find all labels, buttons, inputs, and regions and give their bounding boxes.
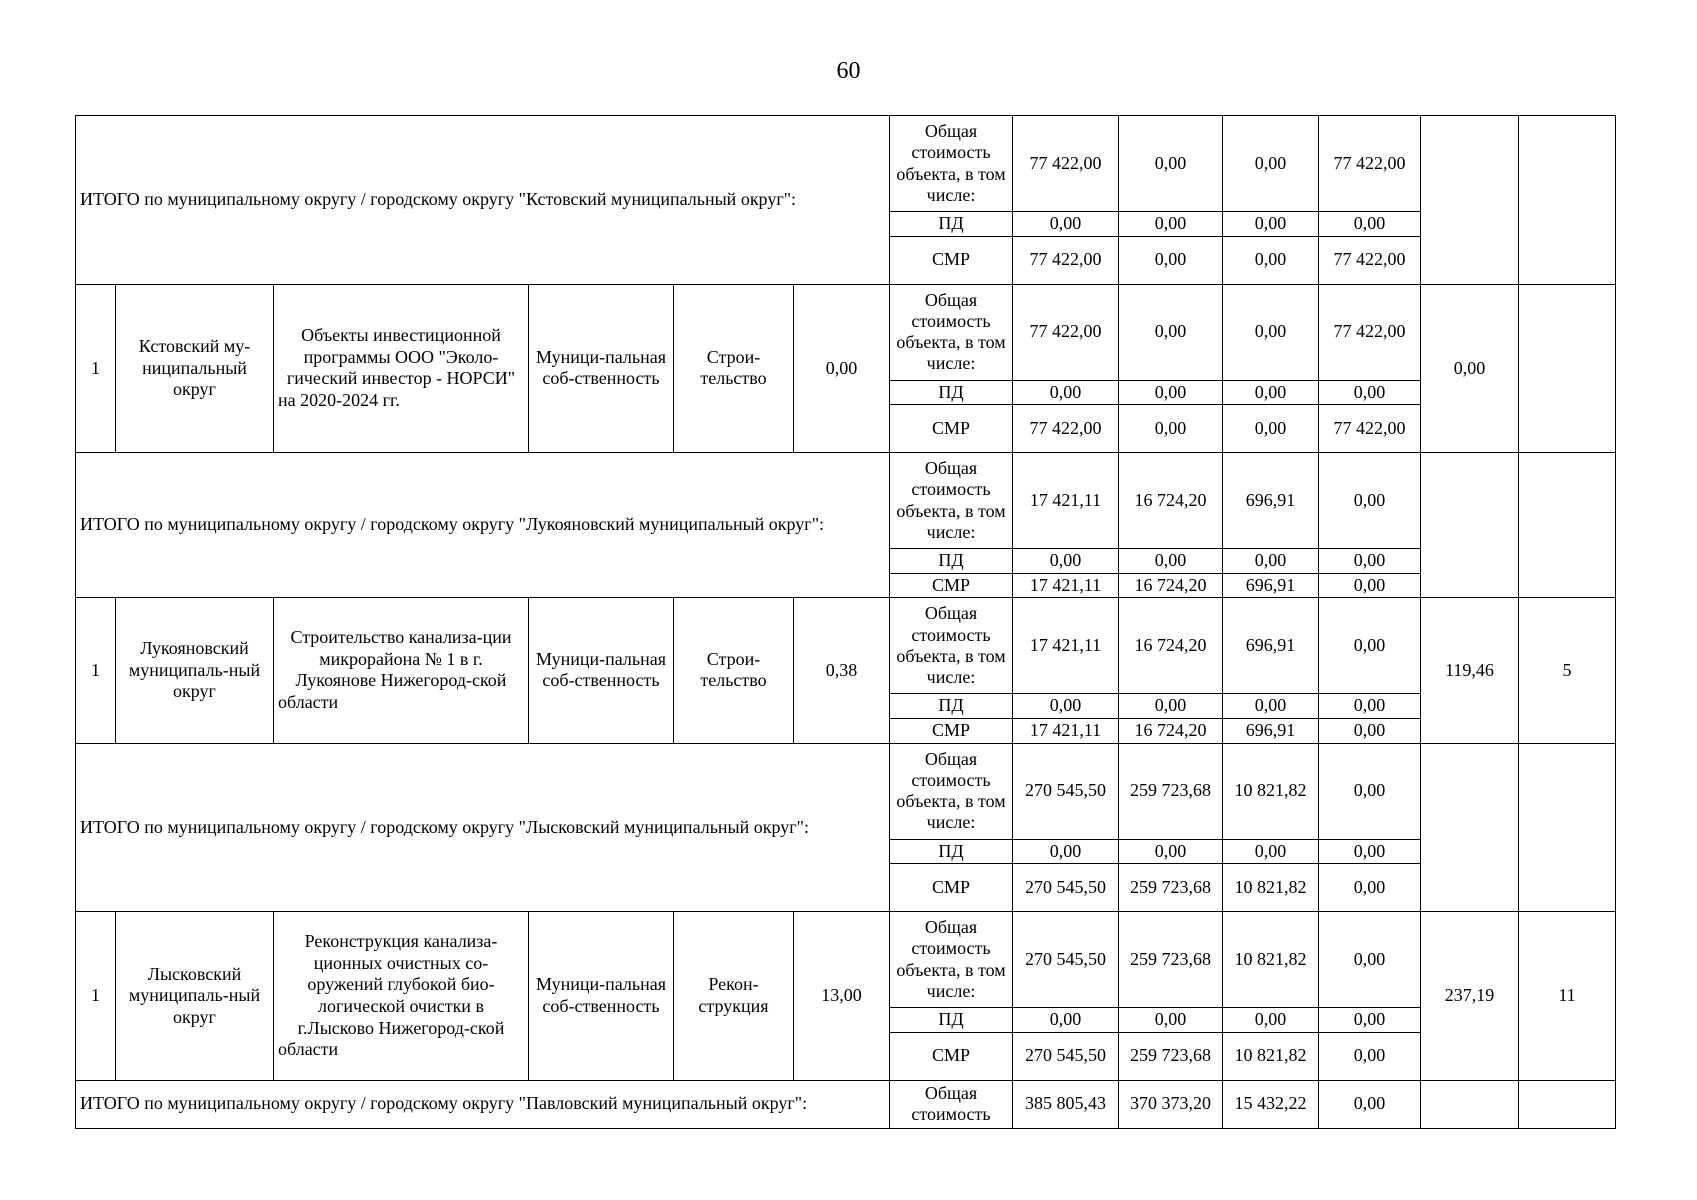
row-label-total-cost: Общая стоимость объекта, в том числе: [890,912,1013,1008]
cell: 10 821,82 [1223,1032,1319,1080]
cell: 0,00 [1013,549,1119,574]
row-label-pd: ПД [890,380,1013,405]
cell: 16 724,20 [1119,453,1223,549]
item-number: 1 [76,598,116,743]
item-row-cost [76,598,1616,694]
cell: 385 805,43 [1013,1080,1119,1128]
cell: 0,00 [1319,839,1421,864]
cell: 696,91 [1223,718,1319,743]
item-ownership: Муници-пальная соб-ственность [529,598,674,743]
cell: 696,91 [1223,598,1319,694]
cell-col11: 237,19 [1421,912,1519,1081]
row-label-smr: СМР [890,718,1013,743]
cell: 0,00 [1319,573,1421,598]
cell: 0,00 [1223,694,1319,719]
cell: 0,00 [1223,236,1319,284]
item-capacity: 0,38 [794,598,890,743]
cell: 16 724,20 [1119,718,1223,743]
cell-col12 [1519,1080,1616,1128]
row-label-total-cost: Общая стоимость объекта, в том числе: [890,598,1013,694]
cell: 0,00 [1223,380,1319,405]
row-label-total-cost: Общая стоимость объекта, в том числе: [890,743,1013,839]
cell: 0,00 [1223,212,1319,237]
cell: 270 545,50 [1013,1032,1119,1080]
cell: 0,00 [1013,694,1119,719]
cell: 10 821,82 [1223,864,1319,912]
item-row-cost [76,912,1616,1008]
cell: 77 422,00 [1319,284,1421,380]
total-label: ИТОГО по муниципальному округу / городскому округу "Кстовский муниципальный округ": [76,116,890,285]
cell: 17 421,11 [1013,598,1119,694]
row-label-pd: ПД [890,549,1013,574]
cell: 0,00 [1319,743,1421,839]
cell: 0,00 [1319,1032,1421,1080]
row-label-smr: СМР [890,573,1013,598]
cell: 0,00 [1119,284,1223,380]
item-capacity: 13,00 [794,912,890,1081]
total-row-cost [76,1080,1616,1128]
cell: 0,00 [1319,718,1421,743]
cell: 77 422,00 [1319,116,1421,212]
row-label-smr: СМР [890,864,1013,912]
item-ownership: Муници-пальная соб-ственность [529,912,674,1081]
cell: 0,00 [1223,1008,1319,1033]
cell-col11 [1421,1080,1519,1128]
cell: 0,00 [1319,912,1421,1008]
cell: 17 421,11 [1013,453,1119,549]
total-label: ИТОГО по муниципальному округу / городскому округу "Лысковский муниципальный округ": [76,743,890,912]
cell: 0,00 [1223,839,1319,864]
cell: 16 724,20 [1119,598,1223,694]
item-work-type: Строи-тельство [674,284,794,453]
cell: 259 723,68 [1119,912,1223,1008]
cell: 0,00 [1013,839,1119,864]
cell: 0,00 [1013,380,1119,405]
cell-col11: 0,00 [1421,284,1519,453]
item-object: Строительство канализа-ции микрорайона № 1 в г. Лукоянове Нижегород-ской области [274,598,529,743]
total-row-cost [76,453,1616,549]
page-number: 60 [836,58,861,84]
cell: 259 723,68 [1119,743,1223,839]
cell-col12 [1519,284,1616,453]
investment-table [75,115,1616,1129]
item-object: Реконструкция канализа-ционных очистных со-оружений глубокой био-логической очистки в г.Лысково Нижегород-ской области [274,912,529,1081]
cell: 270 545,50 [1013,743,1119,839]
item-work-type: Рекон-струкция [674,912,794,1081]
cell: 0,00 [1119,549,1223,574]
cell: 0,00 [1119,839,1223,864]
cell: 0,00 [1319,1080,1421,1128]
cell: 77 422,00 [1319,405,1421,453]
row-label-total-cost: Общая стоимость объекта, в том числе: [890,116,1013,212]
cell: 17 421,11 [1013,573,1119,598]
item-ownership: Муници-пальная соб-ственность [529,284,674,453]
cell: 10 821,82 [1223,912,1319,1008]
cell: 0,00 [1319,453,1421,549]
cell: 0,00 [1319,598,1421,694]
cell: 0,00 [1319,380,1421,405]
item-number: 1 [76,912,116,1081]
item-capacity: 0,00 [794,284,890,453]
row-label-pd: ПД [890,1008,1013,1033]
row-label-total-cost: Общая стоимость объекта, в том числе: [890,284,1013,380]
item-district: Лукояновский муниципаль-ный округ [116,598,274,743]
cell-col11 [1421,116,1519,285]
row-label-pd: ПД [890,694,1013,719]
item-row-cost [76,284,1616,380]
cell: 77 422,00 [1013,284,1119,380]
cell-col12: 11 [1519,912,1616,1081]
cell: 0,00 [1119,694,1223,719]
cell: 0,00 [1319,1008,1421,1033]
cell: 0,00 [1223,116,1319,212]
cell: 77 422,00 [1013,236,1119,284]
cell: 0,00 [1223,405,1319,453]
cell: 259 723,68 [1119,1032,1223,1080]
row-label-total-cost: Общая стоимость объекта, в том числе: [890,453,1013,549]
cell: 0,00 [1119,1008,1223,1033]
cell: 77 422,00 [1013,116,1119,212]
cell: 270 545,50 [1013,912,1119,1008]
cell: 0,00 [1013,1008,1119,1033]
cell: 0,00 [1319,549,1421,574]
row-label-pd: ПД [890,839,1013,864]
row-label-total-cost: Общая стоимость [890,1080,1013,1128]
total-label: ИТОГО по муниципальному округу / городскому округу "Лукояновский муниципальный округ": [76,453,890,598]
cell: 16 724,20 [1119,573,1223,598]
cell: 0,00 [1119,405,1223,453]
cell: 10 821,82 [1223,743,1319,839]
item-work-type: Строи-тельство [674,598,794,743]
cell-col12: 5 [1519,598,1616,743]
cell: 0,00 [1319,212,1421,237]
item-object: Объекты инвестиционной программы ООО "Эколо-гический инвестор - НОРСИ" на 2020-2024 гг. [274,284,529,453]
row-label-smr: СМР [890,236,1013,284]
cell: 77 422,00 [1319,236,1421,284]
total-row-cost [76,743,1616,839]
cell: 77 422,00 [1013,405,1119,453]
total-label: ИТОГО по муниципальному округу / городскому округу "Павловский муниципальный округ": [76,1080,890,1128]
cell: 0,00 [1223,284,1319,380]
item-number: 1 [76,284,116,453]
cell-col11 [1421,453,1519,598]
cell: 0,00 [1013,212,1119,237]
cell: 0,00 [1319,694,1421,719]
cell: 0,00 [1319,864,1421,912]
cell: 696,91 [1223,573,1319,598]
cell: 15 432,22 [1223,1080,1319,1128]
cell-col11 [1421,743,1519,912]
cell: 0,00 [1223,549,1319,574]
cell: 696,91 [1223,453,1319,549]
cell: 270 545,50 [1013,864,1119,912]
item-district: Лысковский муниципаль-ный округ [116,912,274,1081]
item-district: Кстовский му-ниципальный округ [116,284,274,453]
cell: 259 723,68 [1119,864,1223,912]
row-label-pd: ПД [890,212,1013,237]
row-label-smr: СМР [890,405,1013,453]
cell: 0,00 [1119,380,1223,405]
cell: 0,00 [1119,236,1223,284]
cell: 0,00 [1119,116,1223,212]
total-row-cost [76,116,1616,212]
cell-col12 [1519,743,1616,912]
cell-col11: 119,46 [1421,598,1519,743]
row-label-smr: СМР [890,1032,1013,1080]
cell-col12 [1519,453,1616,598]
cell: 17 421,11 [1013,718,1119,743]
cell-col12 [1519,116,1616,285]
cell: 0,00 [1119,212,1223,237]
cell: 370 373,20 [1119,1080,1223,1128]
